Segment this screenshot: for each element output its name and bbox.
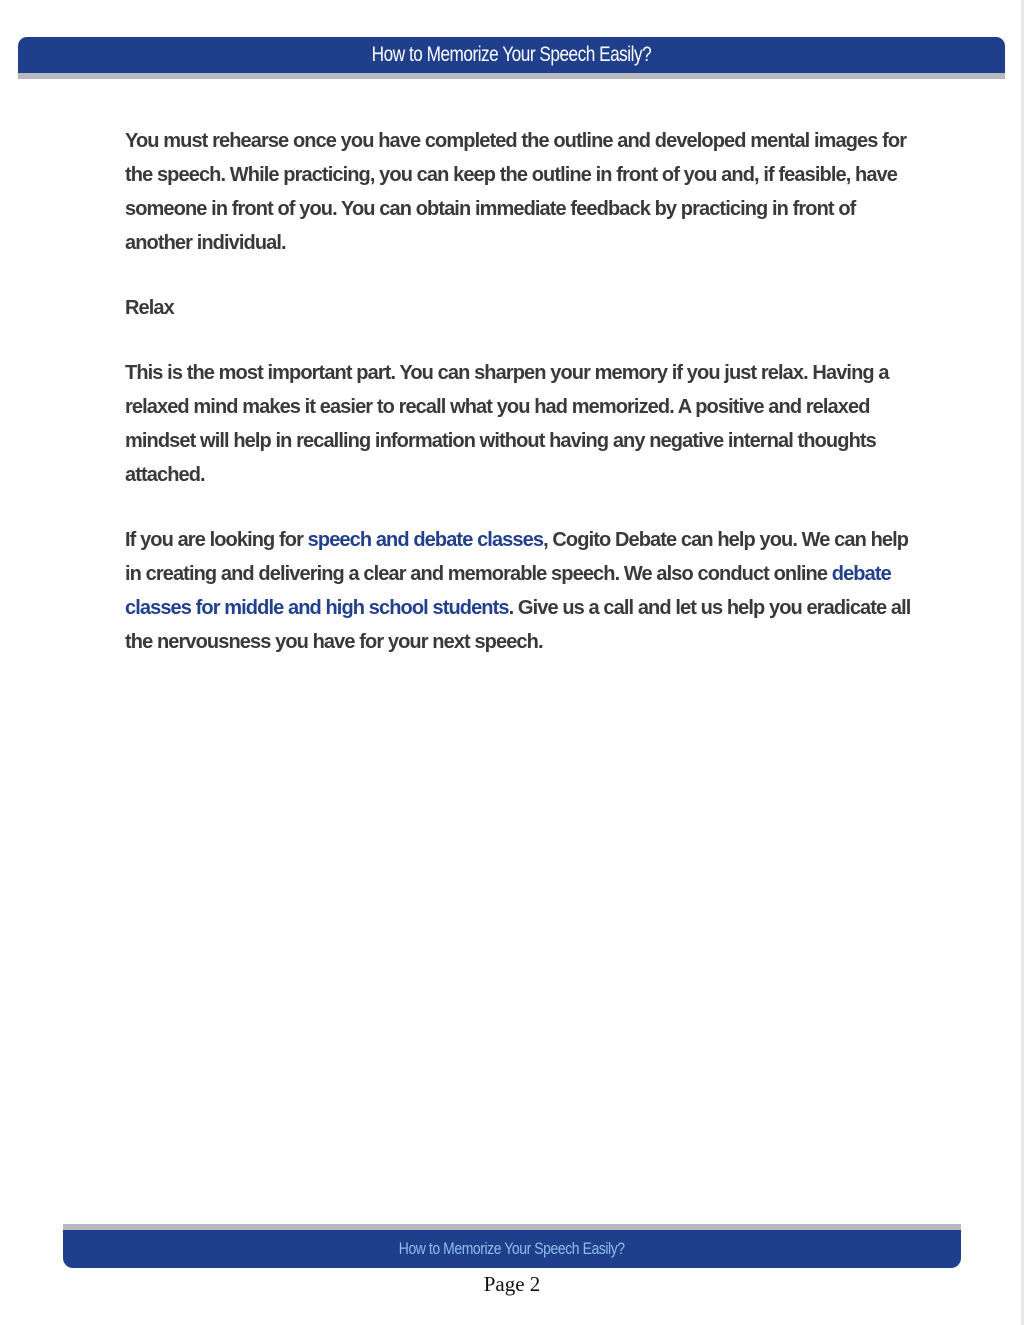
section-heading-relax: Relax — [125, 297, 174, 319]
footer-title: How to Memorize Your Speech Easily? — [399, 1239, 625, 1258]
page-footer — [63, 1230, 961, 1268]
paragraph-cta — [125, 523, 915, 659]
cta-text-3: . Give us a call and let us help you eradicate all the nervousness you have for your next speech. — [125, 597, 911, 653]
header-title: How to Memorize Your Speech Easily? — [371, 43, 652, 66]
paragraph-rehearse: You must rehearse once you have completed the outline and developed mental images for the speech. While practicing, you can keep the outline in front of you and, if feasible, have someone in front of you. You can obtain immediate feedback by practicing in front of another individual. — [125, 130, 907, 254]
header-divider — [18, 73, 1005, 79]
document-body — [125, 124, 915, 690]
cta-text-2: , Cogito Debate can help you. We can help in creating and delivering a clear and memorable speech. We also conduct online — [125, 529, 909, 585]
page-number: Page 2 — [483, 1272, 541, 1296]
page-header — [18, 37, 1005, 73]
speech-debate-classes-link[interactable]: speech and debate classes — [307, 529, 544, 551]
cta-text-1: If you are looking for — [125, 529, 308, 551]
debate-classes-students-link[interactable]: debate classes for middle and high school students — [125, 563, 891, 619]
paragraph-relax: This is the most important part. You can sharpen your memory if you just relax. Having a relaxed mind makes it easier to recall what you had memorized. A positive and relaxed mindset will help in recalling information without having any negative internal thoughts attached. — [125, 362, 889, 486]
